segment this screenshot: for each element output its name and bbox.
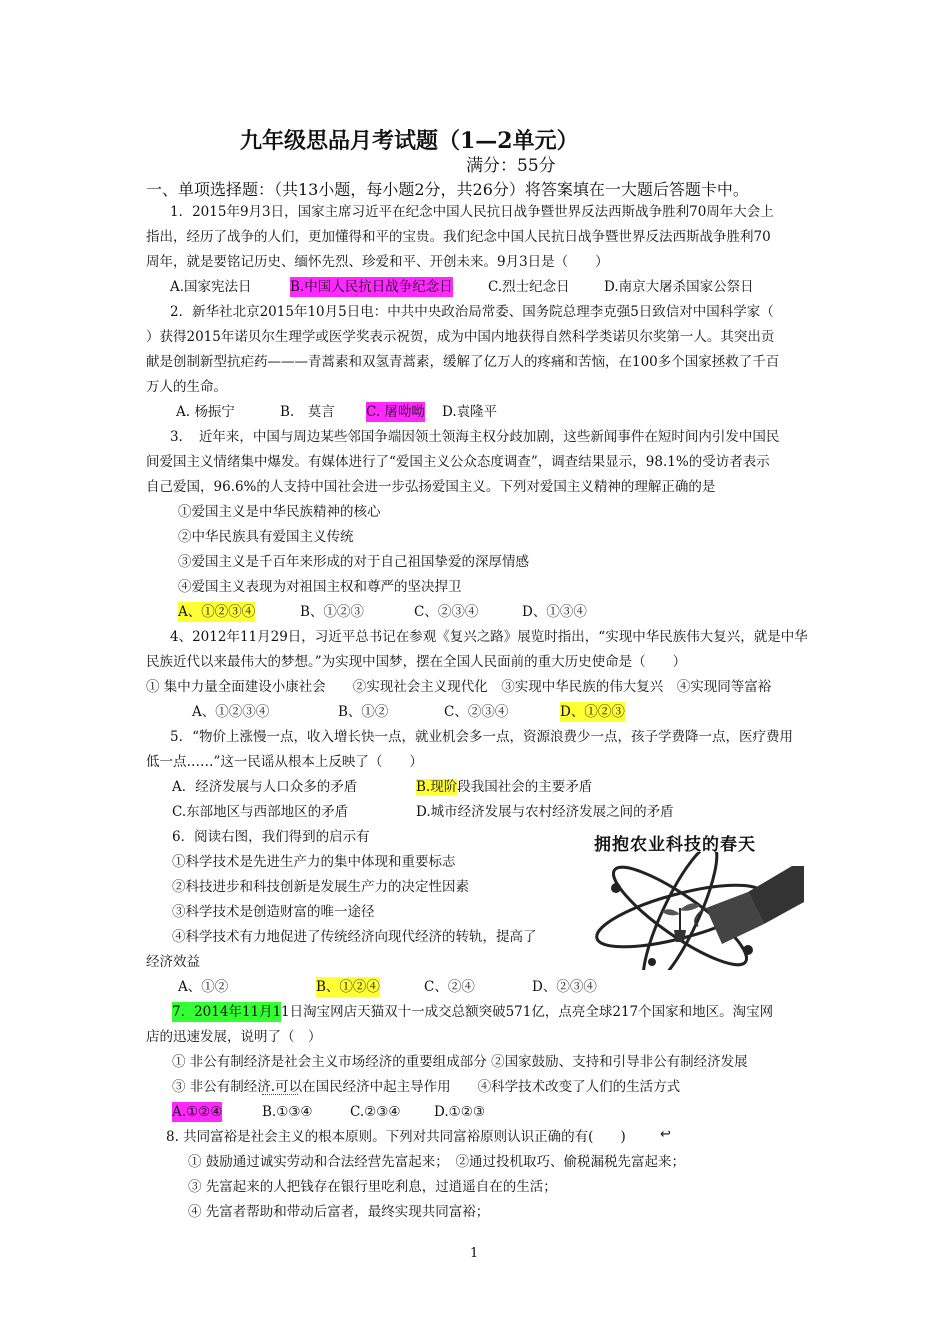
q2-option-c: C. 屠呦呦 [366, 404, 425, 420]
q8-statement-2: ③ 先富起来的人把钱存在银行里吃利息，过逍遥自在的生活； [188, 1179, 557, 1195]
q4-option-c: C、②③④ [444, 704, 509, 720]
q5-option-c: C.东部地区与西部地区的矛盾 [172, 804, 349, 820]
q5-option-b-highlight: B.现阶 [416, 779, 458, 795]
q2-option-a: A. 杨振宁 [176, 404, 235, 420]
q1-option-b: B.中国人民抗日战争纪念日 [290, 279, 453, 295]
page-title: 九年级思品月考试题（1—2单元） [240, 128, 579, 154]
q7-statement-2: ③ 非公有制经济.可以在国民经济中起主导作用 ④科学技术改变了人们的生活方式 [172, 1079, 681, 1095]
q1-option-c: C.烈士纪念日 [488, 279, 570, 295]
q3-option-b: B、①②③ [300, 604, 364, 620]
q7-number-highlight: 7．2014年11月1 [172, 1004, 282, 1020]
q6-statement-3: ③科学技术是创造财富的唯一途径 [172, 904, 375, 920]
q3-statement-2: ②中华民族具有爱国主义传统 [178, 529, 354, 545]
q6-statement-4: ④科学技术有力地促进了传统经济向现代经济的转轨，提高了 [172, 929, 537, 945]
q5-option-d: D.城市经济发展与农村经济发展之间的矛盾 [416, 804, 674, 820]
q7-statement-1: ① 非公有制经济是社会主义市场经济的重要组成部分 ②国家鼓励、支持和引导非公有制经济发展 [172, 1054, 748, 1070]
q6-statement-4-cont: 经济效益 [146, 954, 200, 970]
page-number: 1 [470, 1246, 479, 1261]
q7-option-c: C.②③④ [350, 1104, 401, 1120]
q1-line-3: 周年，就是要铭记历史、缅怀先烈、珍爱和平、开创未来。9月3日是（ ） [146, 254, 609, 270]
q4-line-2: 民族近代以来最伟大的梦想。”为实现中国梦，摆在全国人民面前的重大历史使命是（ ） [146, 654, 687, 670]
q2-option-d: D.袁隆平 [442, 404, 498, 420]
wavy-underline [262, 1094, 298, 1095]
q3-statement-1: ①爱国主义是中华民族精神的核心 [178, 504, 381, 520]
q5-line-1: 5．“物价上涨慢一点，收入增长快一点，就业机会多一点，资源浪费少一点，孩子学费降一点，医疗费用 [170, 729, 793, 745]
q6-option-b: B、①②④ [316, 979, 380, 995]
score-label: 满分：55分 [466, 156, 556, 176]
q2-line-2: ）获得2015年诺贝尔生理学或医学奖表示祝贺，成为中国内地获得自然科学类诺贝尔奖第一人。其突出贡 [146, 329, 775, 345]
q4-line-1: 4、2012年11月29日，习近平总书记在参观《复兴之路》展览时指出，“实现中华民族伟大复兴，就是中华 [170, 629, 808, 645]
q6-statement-2: ②科技进步和科技创新是发展生产力的决定性因素 [172, 879, 469, 895]
q2-line-1: 2．新华社北京2015年10月5日电：中共中央政治局常委、国务院总理李克强5日致信对中国科学家（ [170, 304, 774, 320]
q3-line-1: 3． 近年来，中国与周边某些邻国争端因领土领海主权分歧加剧，这些新闻事件在短时间内引发中国民 [170, 429, 780, 445]
atom-drawing [588, 852, 806, 970]
q6-statement-1: ①科学技术是先进生产力的集中体现和重要标志 [172, 854, 456, 870]
q3-statement-4: ④爱国主义表现为对祖国主权和尊严的坚决捍卫 [178, 579, 462, 595]
q8-statement-1: ① 鼓励通过诚实劳动和合法经营先富起来； ②通过投机取巧、偷税漏税先富起来； [188, 1154, 686, 1170]
q6-line-1: 6．阅读右图，我们得到的启示有 [172, 829, 370, 845]
agriculture-tech-cartoon [588, 826, 806, 970]
q7-option-b: B.①③④ [262, 1104, 313, 1120]
q1-line-1: 1．2015年9月3日，国家主席习近平在纪念中国人民抗日战争暨世界反法西斯战争胜利70周年大会上 [170, 204, 774, 220]
q5-option-a: A．经济发展与人口众多的矛盾 [172, 779, 358, 795]
q5-option-b-rest: 段我国社会的主要矛盾 [457, 779, 593, 795]
q2-line-3: 献是创制新型抗疟药———青蒿素和双氢青蒿素，缓解了亿万人的疼痛和苦恼，在100多个国家拯救了千百 [146, 354, 780, 370]
q3-statement-3: ③爱国主义是千百年来形成的对于自己祖国挚爱的深厚情感 [178, 554, 529, 570]
cartoon-title: 拥抱农业科技的春天 [594, 835, 756, 855]
q7-line-2: 店的迅速发展，说明了（ ） [146, 1029, 322, 1045]
q7-line-1: 1日淘宝网店天猫双十一成交总额突破571亿，点亮全球217个国家和地区。淘宝网 [281, 1004, 774, 1020]
q1-line-2: 指出，经历了战争的人们，更加懂得和平的宝贵。我们纪念中国人民抗日战争暨世界反法西斯战争胜利70 [146, 229, 771, 245]
q7-option-a: A.①②④ [172, 1104, 223, 1120]
q4-option-b: B、①② [338, 704, 389, 720]
q6-option-d: D、②③④ [532, 979, 597, 995]
q2-line-4: 万人的生命。 [146, 379, 227, 395]
q3-option-a: A、①②③④ [178, 604, 256, 620]
q8-line-1: 8. 共同富裕是社会主义的根本原则。下列对共同富裕原则认识正确的有( ) [166, 1129, 626, 1145]
q3-option-d: D、①③④ [522, 604, 587, 620]
q8-statement-3: ④ 先富者帮助和带动后富者，最终实现共同富裕； [188, 1204, 490, 1220]
q1-option-a: A.国家宪法日 [170, 279, 252, 295]
q6-option-c: C、②④ [424, 979, 475, 995]
paragraph-mark-icon: ↩ [660, 1127, 671, 1142]
q4-option-a: A、①②③④ [192, 704, 270, 720]
q7-option-d: D.①②③ [434, 1104, 485, 1120]
q5-line-2: 低一点……”这一民谣从根本上反映了（ ） [146, 754, 423, 770]
q3-line-2: 间爱国主义情绪集中爆发。有媒体进行了“爱国主义公众态度调查”，调查结果显示，98.1%的受访者表示 [146, 454, 770, 470]
q6-option-a: A、①② [178, 979, 229, 995]
q4-line-3: ① 集中力量全面建设小康社会 ②实现社会主义现代化 ③实现中华民族的伟大复兴 ④实现同等富裕 [146, 679, 772, 695]
q1-option-d: D.南京大屠杀国家公祭日 [604, 279, 754, 295]
q3-option-c: C、②③④ [414, 604, 479, 620]
q2-option-b: B. 莫言 [280, 404, 335, 420]
section-heading: 一、单项选择题：（共13小题，每小题2分，共26分）将答案填在一大题后答题卡中。 [146, 180, 749, 199]
q4-option-d: D、①②③ [560, 704, 625, 720]
q5-option-b [416, 777, 592, 797]
q3-line-3: 自己爱国，96.6%的人支持中国社会进一步弘扬爱国主义。下列对爱国主义精神的理解正确的是 [146, 479, 716, 495]
